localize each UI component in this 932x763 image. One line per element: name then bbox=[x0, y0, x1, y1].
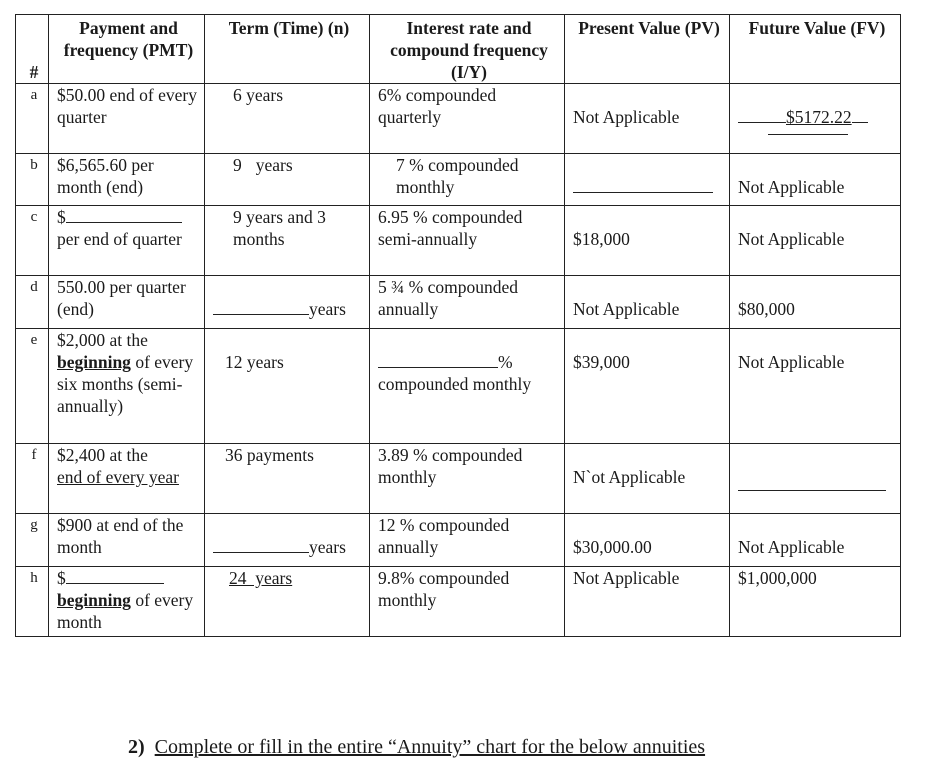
pmt-currency: $ bbox=[57, 568, 66, 588]
term-blank[interactable] bbox=[213, 298, 309, 315]
table-row bbox=[16, 84, 901, 154]
fill-blank[interactable] bbox=[738, 106, 786, 123]
pv-cell: Not Applicable bbox=[565, 567, 730, 637]
term-unit: years bbox=[309, 299, 346, 319]
fv-cell bbox=[730, 329, 901, 444]
pv-value: $18,000 bbox=[573, 229, 630, 249]
header-pmt: Payment and frequency (PMT) bbox=[49, 15, 205, 84]
term-cell bbox=[205, 514, 370, 567]
pv-cell bbox=[565, 154, 730, 206]
table-row bbox=[16, 154, 901, 206]
row-id: a bbox=[16, 84, 49, 154]
pmt-cell: $50.00 end of every quarter bbox=[49, 84, 205, 154]
term-blank[interactable] bbox=[213, 536, 309, 553]
fv-value: Not Applicable bbox=[738, 537, 845, 557]
term-cell: 9 years and 3 months bbox=[205, 206, 370, 276]
pmt-cell bbox=[49, 329, 205, 444]
rate-percent: % bbox=[498, 352, 513, 372]
fv-cell bbox=[730, 154, 901, 206]
term-cell bbox=[205, 329, 370, 444]
header-pv: Present Value (PV) bbox=[565, 15, 730, 84]
pmt-cell: 550.00 per quarter (end) bbox=[49, 276, 205, 329]
pmt-frequency: end of every year bbox=[57, 467, 179, 487]
pv-value: Not Applicable bbox=[573, 107, 680, 127]
term-number: 9 bbox=[233, 155, 242, 175]
fv-value: Not Applicable bbox=[738, 229, 845, 249]
header-term: Term (Time) (n) bbox=[205, 15, 370, 84]
rate-blank[interactable] bbox=[378, 351, 498, 368]
fv-cell bbox=[730, 84, 901, 154]
rate-cell: 7 % compounded monthly bbox=[370, 154, 565, 206]
term-unit: years bbox=[255, 155, 293, 175]
pmt-blank[interactable] bbox=[66, 206, 182, 223]
pv-cell bbox=[565, 84, 730, 154]
pv-cell bbox=[565, 329, 730, 444]
fv-cell bbox=[730, 276, 901, 329]
pv-value: N`ot Applicable bbox=[573, 467, 686, 487]
pmt-frequency: of every month bbox=[57, 590, 194, 632]
row-id: d bbox=[16, 276, 49, 329]
rate-cell: 9.8% compounded monthly bbox=[370, 567, 565, 637]
term-value: 12 years bbox=[225, 352, 284, 372]
fv-cell bbox=[730, 514, 901, 567]
header-row bbox=[16, 15, 901, 84]
pmt-cell bbox=[49, 206, 205, 276]
pmt-cell bbox=[49, 444, 205, 514]
table-row bbox=[16, 276, 901, 329]
row-id: e bbox=[16, 329, 49, 444]
table-row bbox=[16, 329, 901, 444]
row-id: c bbox=[16, 206, 49, 276]
pmt-frequency: of every six months (semi-annually) bbox=[57, 352, 194, 416]
pmt-timing: beginning bbox=[57, 590, 131, 610]
instruction bbox=[128, 736, 705, 759]
fv-value: $80,000 bbox=[738, 299, 795, 319]
pv-cell bbox=[565, 444, 730, 514]
header-num: # bbox=[16, 15, 49, 84]
rate-cell bbox=[370, 329, 565, 444]
table-row bbox=[16, 567, 901, 637]
pv-value: $30,000.00 bbox=[573, 537, 652, 557]
fv-value bbox=[738, 106, 896, 128]
pv-value: Not Applicable bbox=[573, 299, 680, 319]
pv-cell bbox=[565, 206, 730, 276]
row-id: g bbox=[16, 514, 49, 567]
annuity-chart bbox=[15, 14, 901, 637]
fill-blank[interactable] bbox=[852, 106, 868, 123]
table-row bbox=[16, 514, 901, 567]
rate-cell: 6.95 % compounded semi-annually bbox=[370, 206, 565, 276]
instruction-number: 2) bbox=[128, 736, 145, 758]
fv-cell bbox=[730, 444, 901, 514]
pv-blank[interactable] bbox=[573, 176, 713, 193]
rate-cell: 6% compounded quarterly bbox=[370, 84, 565, 154]
rate-cell: 3.89 % compounded monthly bbox=[370, 444, 565, 514]
fv-blank[interactable] bbox=[738, 486, 886, 491]
rate-frequency: compounded monthly bbox=[378, 374, 532, 394]
header-fv: Future Value (FV) bbox=[730, 15, 901, 84]
term-unit: years bbox=[309, 537, 346, 557]
pmt-timing: beginning bbox=[57, 352, 131, 372]
term-value: 24 years bbox=[229, 568, 293, 588]
pmt-cell: $6,565.60 per month (end) bbox=[49, 154, 205, 206]
pmt-amount: $2,000 at the bbox=[57, 330, 148, 350]
header-rate: Interest rate and compound frequency (I/Y) bbox=[370, 15, 565, 84]
pmt-currency: $ bbox=[57, 207, 66, 227]
term-cell: 6 years bbox=[205, 84, 370, 154]
fv-value: Not Applicable bbox=[738, 352, 845, 372]
row-id: h bbox=[16, 567, 49, 637]
fv-cell: $1,000,000 bbox=[730, 567, 901, 637]
row-id: f bbox=[16, 444, 49, 514]
term-cell: 36 payments bbox=[205, 444, 370, 514]
pv-cell bbox=[565, 276, 730, 329]
row-id: b bbox=[16, 154, 49, 206]
pv-value: $39,000 bbox=[573, 352, 630, 372]
fill-line bbox=[768, 134, 848, 135]
term-cell bbox=[205, 276, 370, 329]
table-row bbox=[16, 206, 901, 276]
term-cell bbox=[205, 154, 370, 206]
table-row bbox=[16, 444, 901, 514]
instruction-text: Complete or fill in the entire “Annuity” chart for the below annuities bbox=[154, 736, 706, 758]
pmt-frequency: per end of quarter bbox=[57, 229, 182, 249]
pmt-cell bbox=[49, 567, 205, 637]
pmt-amount: $2,400 at the bbox=[57, 445, 148, 465]
pmt-cell: $900 at end of the month bbox=[49, 514, 205, 567]
term-cell bbox=[205, 567, 370, 637]
rate-cell: 5 ¾ % compounded annually bbox=[370, 276, 565, 329]
fv-value: Not Applicable bbox=[738, 177, 845, 197]
fv-answer: $5172.22 bbox=[786, 107, 852, 127]
pmt-blank[interactable] bbox=[66, 567, 164, 584]
rate-cell: 12 % compounded annually bbox=[370, 514, 565, 567]
pv-cell bbox=[565, 514, 730, 567]
fv-cell bbox=[730, 206, 901, 276]
